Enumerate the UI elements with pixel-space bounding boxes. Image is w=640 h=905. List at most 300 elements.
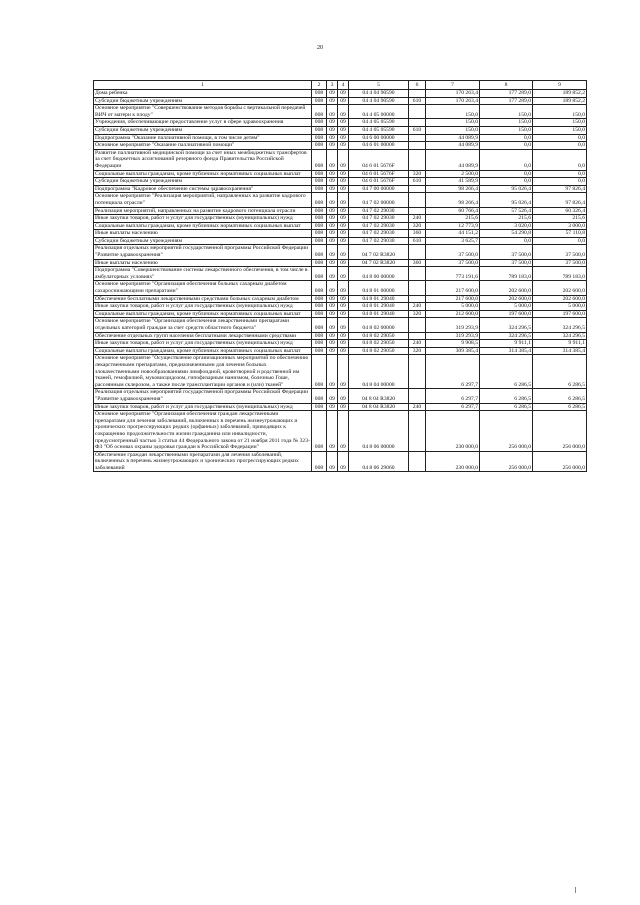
cell-c3: 09 (338, 303, 349, 311)
cell-v3: 189 852,2 (533, 97, 587, 105)
cell-vr: 240 (409, 215, 426, 223)
cell-name: Реализация отдельных мероприятий государственной программы Российской Федерации "Развитие здравоохранения" (94, 389, 312, 403)
cell-name: Обеспечение граждан лекарственными препаратами для лечения заболеваний, включенных в перечень жизнеугрожающих и хронических прогрессирующих редких заболеваний (94, 451, 312, 472)
cell-csr: 04 6 01 5676F (349, 170, 409, 178)
cell-c2: 09 (327, 245, 338, 259)
cell-csr: 04 7 02 R3820 (349, 245, 409, 259)
cell-name: Социальные выплаты гражданам, кроме публичных нормативных социальных выплат (94, 170, 312, 178)
cell-v1: 44 089,9 (426, 142, 480, 150)
cell-csr: 04 8 01 29040 (349, 303, 409, 311)
cell-csr: 04 8 02 29050 (349, 332, 409, 340)
cell-c1: 008 (312, 245, 327, 259)
cell-c3: 09 (338, 185, 349, 193)
cell-c2: 09 (327, 90, 338, 98)
cell-name: Субсидии бюджетным учреждениям (94, 126, 312, 134)
cell-v1: 170 263,4 (426, 97, 480, 105)
cell-c3: 09 (338, 295, 349, 303)
cell-v1: 44 089,9 (426, 134, 480, 142)
cell-v3: 789 183,0 (533, 267, 587, 281)
cell-c2: 09 (327, 178, 338, 186)
cell-c2: 09 (327, 149, 338, 170)
cell-name: Иные закупки товаров, работ и услуг для государственных (муниципальных) нужд (94, 303, 312, 311)
cell-c2: 09 (327, 230, 338, 238)
cell-v2: 0,0 (480, 134, 533, 142)
cell-vr (409, 411, 426, 452)
cell-v3: 324 296,5 (533, 318, 587, 332)
cell-c3: 09 (338, 355, 349, 389)
cell-name: Иные закупки товаров, работ и услуг для государственных (муниципальных) нужд (94, 403, 312, 411)
cell-c1: 008 (312, 126, 327, 134)
table-row (94, 332, 587, 340)
cell-c2: 09 (327, 215, 338, 223)
cell-csr: 04 4 04 90590 (349, 90, 409, 98)
cell-c2: 09 (327, 347, 338, 355)
table-row (94, 403, 587, 411)
cell-v1: 230 000,0 (426, 451, 480, 472)
cell-c2: 09 (327, 411, 338, 452)
header-cell: 7 (426, 81, 480, 90)
cell-name: Основное мероприятие "Осуществление организационных мероприятий по обеспечению лекарственными препаратами, предназначенными для лечения больных злокачественными новообразованиями лимфоидной, кроветворной и родственной им тканей, гемофилией, муковисцидозом, гипофизарным нанизмом, болезнью Гоше, рассеянным склерозом, а также после трансплантации органов и (или) тканей" (94, 355, 312, 389)
cell-v3: 150,0 (533, 105, 587, 119)
cell-c2: 09 (327, 97, 338, 105)
cell-c2: 09 (327, 134, 338, 142)
cell-v1: 37 500,0 (426, 245, 480, 259)
cell-c2: 09 (327, 170, 338, 178)
cell-csr: 04 8 06 00000 (349, 411, 409, 452)
cell-v2: 150,0 (480, 105, 533, 119)
cell-csr: 04 8 04 R3820 (349, 403, 409, 411)
cell-c1: 008 (312, 170, 327, 178)
cell-v3: 256 000,0 (533, 411, 587, 452)
cell-c2: 09 (327, 310, 338, 318)
table-row (94, 119, 587, 127)
cell-c2: 09 (327, 105, 338, 119)
cell-v2: 202 600,0 (480, 281, 533, 295)
cell-v2: 3 020,0 (480, 222, 533, 230)
cell-vr (409, 451, 426, 472)
cell-name: Учреждения, обеспечивающие предоставление услуг в сфере здравоохранения (94, 119, 312, 127)
cell-name: Иные выплаты населению (94, 230, 312, 238)
cell-v2: 5 000,0 (480, 303, 533, 311)
table-row (94, 451, 587, 472)
cell-v2: 0,0 (480, 142, 533, 150)
cell-c1: 008 (312, 134, 327, 142)
cell-vr (409, 245, 426, 259)
cell-v1: 319 293,9 (426, 318, 480, 332)
cell-vr: 240 (409, 303, 426, 311)
cell-c1: 008 (312, 105, 327, 119)
cell-csr: 04 4 04 90590 (349, 97, 409, 105)
cell-v2: 177 289,0 (480, 90, 533, 98)
cell-vr (409, 119, 426, 127)
cell-v3: 0,0 (533, 142, 587, 150)
cell-vr: 610 (409, 237, 426, 245)
cell-name: Субсидии бюджетным учреждениям (94, 237, 312, 245)
cell-c1: 008 (312, 403, 327, 411)
cell-c3: 09 (338, 119, 349, 127)
table-row (94, 411, 587, 452)
cell-v3: 6 286,5 (533, 403, 587, 411)
cell-name: Субсидии бюджетным учреждениям (94, 97, 312, 105)
table-row (94, 222, 587, 230)
cell-vr: 320 (409, 170, 426, 178)
cell-c1: 008 (312, 303, 327, 311)
cell-v3: 97 826,4 (533, 193, 587, 207)
cell-c1: 008 (312, 411, 327, 452)
cell-c1: 008 (312, 178, 327, 186)
cell-v3: 60 326,4 (533, 207, 587, 215)
cell-name: Основное мероприятие "Оказание паллиативной помощи" (94, 142, 312, 150)
cell-c1: 008 (312, 97, 327, 105)
cell-csr: 04 4 05 05590 (349, 119, 409, 127)
table-row (94, 237, 587, 245)
cell-vr: 320 (409, 347, 426, 355)
cell-vr: 360 (409, 259, 426, 267)
header-cell: 1 (94, 81, 312, 90)
cell-v2: 0,0 (480, 237, 533, 245)
cell-v2: 95 026,4 (480, 193, 533, 207)
cell-c3: 09 (338, 318, 349, 332)
table-row (94, 126, 587, 134)
cell-v2: 6 286,5 (480, 389, 533, 403)
cell-c2: 09 (327, 355, 338, 389)
cell-csr: 04 4 05 00000 (349, 105, 409, 119)
cell-v3: 37 500,0 (533, 259, 587, 267)
cell-c3: 09 (338, 332, 349, 340)
cell-v3: 37 500,0 (533, 245, 587, 259)
cell-v3: 202 600,0 (533, 281, 587, 295)
cell-v3: 0,0 (533, 237, 587, 245)
cell-name: Основное мероприятие "Организация обеспечения лекарственными препаратами отдельных категорий граждан за счет средств областного бюджета" (94, 318, 312, 332)
cell-c3: 09 (338, 310, 349, 318)
table-row (94, 318, 587, 332)
cell-c3: 09 (338, 170, 349, 178)
cell-c3: 09 (338, 259, 349, 267)
header-cell: 2 (312, 81, 327, 90)
cell-vr (409, 207, 426, 215)
cell-c2: 09 (327, 119, 338, 127)
budget-table (93, 80, 587, 472)
cell-name: Развитие паллиативной медицинской помощи за счет иных межбюджетных трансфертов за счет бюджетных ассигнований резервного фонда Правительства Российской Федерации (94, 149, 312, 170)
cell-c3: 09 (338, 149, 349, 170)
cell-csr: 04 7 02 00000 (349, 193, 409, 207)
cell-v2: 6 286,5 (480, 403, 533, 411)
table-header (94, 81, 587, 90)
cell-v2: 256 000,0 (480, 411, 533, 452)
cell-c1: 008 (312, 451, 327, 472)
cell-v3: 215,6 (533, 215, 587, 223)
table-row (94, 281, 587, 295)
table-row (94, 245, 587, 259)
cell-v1: 6 297,7 (426, 389, 480, 403)
cell-c3: 09 (338, 389, 349, 403)
cell-c2: 09 (327, 318, 338, 332)
cell-vr (409, 134, 426, 142)
cell-vr: 610 (409, 126, 426, 134)
cell-v1: 773 191,6 (426, 267, 480, 281)
cell-c1: 008 (312, 332, 327, 340)
cell-c1: 008 (312, 340, 327, 348)
cell-v1: 309 385,4 (426, 347, 480, 355)
cell-c1: 008 (312, 119, 327, 127)
cell-v1: 98 266,4 (426, 193, 480, 207)
cell-name: Иные выплаты населению (94, 259, 312, 267)
cell-v2: 215,6 (480, 215, 533, 223)
cell-c1: 008 (312, 90, 327, 98)
cell-c3: 09 (338, 142, 349, 150)
cell-vr (409, 193, 426, 207)
cell-v2: 150,0 (480, 119, 533, 127)
cell-v2: 57 526,4 (480, 207, 533, 215)
table-row (94, 142, 587, 150)
cell-c1: 008 (312, 267, 327, 281)
cell-c1: 008 (312, 193, 327, 207)
cell-c1: 008 (312, 310, 327, 318)
cell-csr: 04 7 00 00000 (349, 185, 409, 193)
cell-name: Основное мероприятие "Совершенствование методов борьбы с вертикальной передачей ВИЧ от матери к плоду" (94, 105, 312, 119)
cell-name: Реализация мероприятий, направленных на развитие кадрового потенциала отрасли (94, 207, 312, 215)
table-row (94, 259, 587, 267)
cell-c2: 09 (327, 303, 338, 311)
cell-vr (409, 185, 426, 193)
cell-v3: 0,0 (533, 178, 587, 186)
table-row (94, 149, 587, 170)
cell-name: Основное мероприятие "Организация обеспечения граждан лекарственными препаратами для лечения заболеваний, включенных в перечень жизнеугрожающих и хронических прогрессирующих редких (орфанных) заболеваний, приводящих к сокращению продолжительности жизни гражданина или инвалидности, предусмотренный частью 3 статьи 44 Федерального закона от 21 ноября 2011 года № 323-ФЗ "Об основах охраны здоровья граждан в Российской Федерации" (95, 411, 310, 451)
cell-name: Подпрограмма "Оказание паллиативной помощи, в том числе детям" (94, 134, 312, 142)
cell-v3: 202 600,0 (533, 295, 587, 303)
cell-v3: 97 826,4 (533, 185, 587, 193)
table-body (94, 90, 587, 472)
cell-v3: 197 600,0 (533, 310, 587, 318)
cell-v2: 177 289,0 (480, 97, 533, 105)
cell-c3: 09 (338, 245, 349, 259)
cell-csr: 04 6 01 5676F (349, 149, 409, 170)
cell-v1: 9 908,5 (426, 340, 480, 348)
cell-v3: 324 296,5 (533, 332, 587, 340)
cell-c2: 09 (327, 126, 338, 134)
cell-csr: 04 8 01 29040 (349, 310, 409, 318)
cell-c1: 008 (312, 295, 327, 303)
header-cell: 5 (349, 81, 409, 90)
cell-v2: 314 385,4 (480, 347, 533, 355)
cell-c2: 09 (327, 237, 338, 245)
header-cell: 9 (533, 81, 587, 90)
cell-c3: 09 (338, 97, 349, 105)
cell-name: Подпрограмма "Совершенствование системы лекарственного обеспечения, в том числе в амбулаторных условиях" (94, 267, 312, 281)
cell-c1: 008 (312, 215, 327, 223)
cell-c3: 09 (338, 267, 349, 281)
table-row (94, 193, 587, 207)
table-row (94, 97, 587, 105)
cell-c3: 09 (338, 222, 349, 230)
cell-c2: 09 (327, 267, 338, 281)
cell-v1: 6 297,7 (426, 403, 480, 411)
cell-v1: 3 625,7 (426, 237, 480, 245)
cell-vr: 320 (409, 310, 426, 318)
table-row (94, 340, 587, 348)
table-row (94, 134, 587, 142)
cell-v2: 324 296,5 (480, 332, 533, 340)
cell-c3: 09 (338, 411, 349, 452)
cell-vr: 610 (409, 178, 426, 186)
cell-name: Субсидии бюджетным учреждениям (94, 178, 312, 186)
cell-c2: 09 (327, 451, 338, 472)
cell-c3: 09 (338, 105, 349, 119)
cell-v3: 5 000,0 (533, 303, 587, 311)
cell-v3: 6 286,5 (533, 355, 587, 389)
cell-v1: 37 500,0 (426, 259, 480, 267)
cell-c3: 09 (338, 215, 349, 223)
cell-v3: 256 000,0 (533, 451, 587, 472)
cell-csr: 04 8 01 00000 (349, 281, 409, 295)
table-row (94, 230, 587, 238)
cell-v1: 319 293,9 (426, 332, 480, 340)
cell-vr: 240 (409, 403, 426, 411)
cell-v2: 6 286,5 (480, 355, 533, 389)
cell-c3: 09 (338, 340, 349, 348)
cell-c3: 09 (338, 178, 349, 186)
cell-v3: 3 000,0 (533, 222, 587, 230)
cell-v1: 150,0 (426, 119, 480, 127)
cell-v2: 0,0 (480, 170, 533, 178)
header-cell: 6 (409, 81, 426, 90)
cell-csr: 04 4 05 05590 (349, 126, 409, 134)
cell-vr (409, 355, 426, 389)
cell-v1: 212 600,0 (426, 310, 480, 318)
cell-v1: 2 500,0 (426, 170, 480, 178)
cell-c1: 008 (312, 230, 327, 238)
table-row (94, 215, 587, 223)
cell-csr: 04 6 01 00000 (349, 142, 409, 150)
table-row (94, 267, 587, 281)
cell-vr (409, 267, 426, 281)
cell-name: Социальные выплаты гражданам, кроме публичных нормативных социальных выплат (94, 222, 312, 230)
cell-csr: 04 7 02 29030 (349, 230, 409, 238)
cell-v1: 44 089,9 (426, 149, 480, 170)
cell-name: Обеспечение бесплатными лекарственными средствами больных сахарным диабетом (94, 295, 312, 303)
cell-c3: 09 (338, 193, 349, 207)
table-row (94, 389, 587, 403)
cell-name: Иные закупки товаров, работ и услуг для государственных (муниципальных) нужд (94, 340, 312, 348)
cell-name: Социальные выплаты гражданам, кроме публичных нормативных социальных выплат (94, 347, 312, 355)
cell-vr (409, 281, 426, 295)
table-row (94, 90, 587, 98)
cell-c1: 008 (312, 281, 327, 295)
cell-csr: 04 6 01 5676F (349, 178, 409, 186)
cell-name: Реализация отдельных мероприятий государственной программы Российской Федерации "Развитие здравоохранения" (94, 245, 312, 259)
cell-csr: 04 7 02 29030 (349, 215, 409, 223)
cell-c1: 008 (312, 259, 327, 267)
cell-vr: 360 (409, 230, 426, 238)
cell-csr: 04 8 00 00000 (349, 267, 409, 281)
cell-name: Подпрограмма "Кадровое обеспечение системы здравоохранения" (94, 185, 312, 193)
cell-vr (409, 142, 426, 150)
cell-c2: 09 (327, 222, 338, 230)
cell-vr (409, 332, 426, 340)
cell-v2: 324 296,5 (480, 318, 533, 332)
table-row (94, 185, 587, 193)
table-row (94, 170, 587, 178)
cell-vr (409, 149, 426, 170)
cell-name: Социальные выплаты гражданам, кроме публичных нормативных социальных выплат (94, 310, 312, 318)
cell-v3: 150,0 (533, 126, 587, 134)
header-cell: 4 (338, 81, 349, 90)
cell-v1: 230 000,0 (426, 411, 480, 452)
cell-csr: 04 7 02 R3820 (349, 259, 409, 267)
cell-csr: 04 8 06 29060 (349, 451, 409, 472)
cell-vr: 320 (409, 222, 426, 230)
cell-v1: 12 773,9 (426, 222, 480, 230)
cell-v2: 256 000,0 (480, 451, 533, 472)
cell-c1: 008 (312, 185, 327, 193)
cell-v3: 9 911,1 (533, 340, 587, 348)
cell-v3: 0,0 (533, 149, 587, 170)
cell-v2: 150,0 (480, 126, 533, 134)
cell-c3: 09 (338, 90, 349, 98)
cell-v1: 41 589,9 (426, 178, 480, 186)
cell-csr: 04 8 04 R3820 (349, 389, 409, 403)
cell-c3: 09 (338, 281, 349, 295)
header-cell: 8 (480, 81, 533, 90)
cell-v1: 215,6 (426, 215, 480, 223)
cell-v3: 0,0 (533, 170, 587, 178)
cell-csr: 04 6 00 00000 (349, 134, 409, 142)
cell-c2: 09 (327, 295, 338, 303)
cell-v3: 57 110,8 (533, 230, 587, 238)
cell-v3: 314 385,4 (533, 347, 587, 355)
cell-v2: 202 600,0 (480, 295, 533, 303)
cell-c3: 09 (338, 451, 349, 472)
cell-c3: 09 (338, 237, 349, 245)
cell-v1: 150,0 (426, 105, 480, 119)
cell-csr: 04 8 02 29050 (349, 340, 409, 348)
cell-c3: 09 (338, 347, 349, 355)
cell-c2: 09 (327, 185, 338, 193)
cell-csr: 04 8 04 00000 (349, 355, 409, 389)
cell-v1: 170 263,4 (426, 90, 480, 98)
cell-c1: 008 (312, 207, 327, 215)
table-row (94, 105, 587, 119)
cell-c1: 008 (312, 389, 327, 403)
cell-c1: 008 (312, 347, 327, 355)
cell-vr: 610 (409, 97, 426, 105)
cell-vr (409, 295, 426, 303)
cell-v1: 98 266,4 (426, 185, 480, 193)
cell-name: Основное мероприятие "Организация обеспечения больных сахарным диабетом сахароснижающими препаратами" (94, 281, 312, 295)
table-row (94, 355, 587, 389)
cell-c2: 09 (327, 259, 338, 267)
cell-v1: 217 600,0 (426, 295, 480, 303)
cell-csr: 04 7 02 29030 (349, 237, 409, 245)
cell-c1: 008 (312, 355, 327, 389)
cell-c2: 09 (327, 403, 338, 411)
cell-csr: 04 8 02 29050 (349, 347, 409, 355)
cell-v2: 9 911,1 (480, 340, 533, 348)
cell-v2: 95 026,4 (480, 185, 533, 193)
header-cell: 3 (327, 81, 338, 90)
cell-v1: 44 151,2 (426, 230, 480, 238)
cell-csr: 04 8 01 29040 (349, 295, 409, 303)
cell-name: Основное мероприятие "Реализация мероприятий, направленных на развитие кадрового потенциала отрасли" (94, 193, 312, 207)
cell-v1: 60 766,4 (426, 207, 480, 215)
cell-c2: 09 (327, 332, 338, 340)
cell-v1: 6 297,7 (426, 355, 480, 389)
cell-v2: 0,0 (480, 178, 533, 186)
cell-c2: 09 (327, 193, 338, 207)
cell-c2: 09 (327, 340, 338, 348)
cell-c3: 09 (338, 126, 349, 134)
table-row (94, 207, 587, 215)
